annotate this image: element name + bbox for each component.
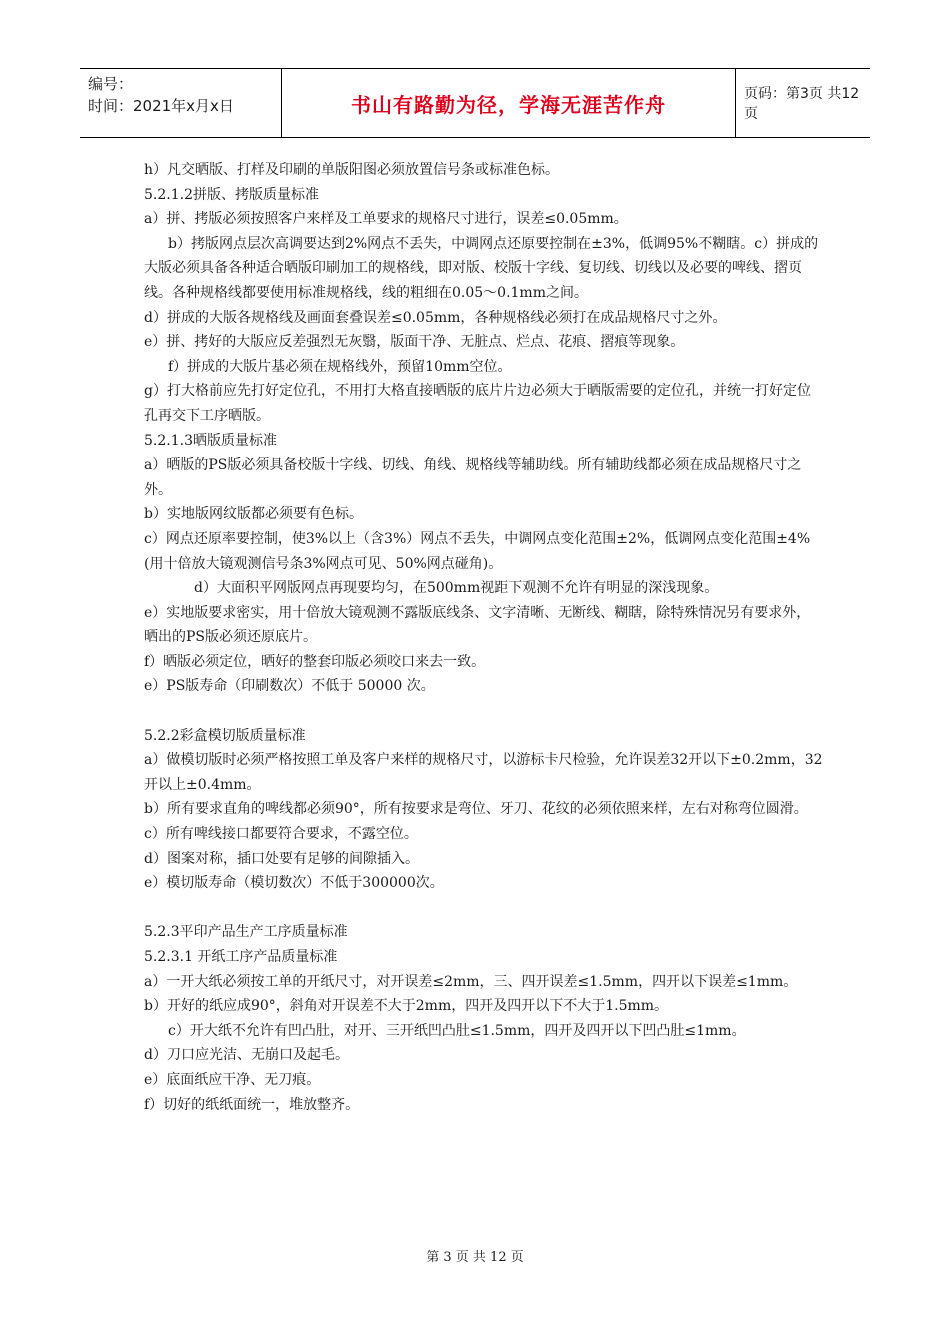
body-paragraph: a）一开大纸必须按工单的开纸尺寸，对开误差≤2mm，三、四开误差≤1.5mm，四开以下误差≤1mm。 xyxy=(144,973,798,990)
header-motto-cell xyxy=(282,69,736,137)
body-paragraph: a）拼、拷版必须按照客户来样及工单要求的规格尺寸进行，误差≤0.05mm。 xyxy=(144,211,628,228)
number-label: 编号： xyxy=(88,75,134,93)
body-paragraph: b）实地版网纹版都必须要有色标。 xyxy=(144,506,363,523)
document-header xyxy=(80,68,870,138)
body-paragraph: e）模切版寿命（模切数次）不低于300000次。 xyxy=(144,875,444,892)
body-paragraph: d）拼成的大版各规格线及画面套叠误差≤0.05mm，各种规格线必须打在成品规格尺寸之外。 xyxy=(144,309,727,326)
body-paragraph: a）晒版的PS版必须具备校版十字线、切线、角线、规格线等辅助线。所有辅助线都必须在成品规格尺寸之外。 xyxy=(144,457,802,498)
body-paragraph: h）凡交晒版、打样及印刷的单版阳图必须放置信号条或标准色标。 xyxy=(144,162,560,178)
header-page-cell xyxy=(736,69,870,137)
blank-line xyxy=(144,896,824,921)
page-label: 页码：第3页 共12页 xyxy=(744,86,860,122)
document-body xyxy=(144,158,824,1117)
body-paragraph: c）网点还原率要控制，使3%以上（含3%）网点不丢失，中调网点变化范围±2%，低调网点变化范围±4%(用十倍放大镜观测信号条3%网点可见、50%网点碰角)。 xyxy=(144,530,811,572)
body-paragraph: b）拷版网点层次高调要达到2%网点不丢失，中调网点还原要控制在±3%，低调95%不糊瞎。c）拼成的大版必须具备各种适合晒版印刷加工的规格线，即对版、校版十字线、复切线、切线以及必要的啤线、摺页线。各种规格线都要使用标准规格线，线的粗细在0.05～0.1mm之间。 xyxy=(144,235,819,301)
body-paragraph: f）晒版必须定位，晒好的整套印版必须咬口来去一致。 xyxy=(144,653,486,670)
body-paragraph: a）做模切版时必须严格按照工单及客户来样的规格尺寸，以游标卡尺检验，允许误差32开以下±0.2mm，32开以上±0.4mm。 xyxy=(144,752,823,793)
body-paragraph: e）PS版寿命（印刷数次）不低于 50000 次。 xyxy=(144,678,435,695)
body-paragraph: f）切好的纸纸面统一，堆放整齐。 xyxy=(144,1096,360,1113)
date-label: 时间：2021年x月x日 xyxy=(88,97,234,115)
page-footer: 第 3 页 共 12 页 xyxy=(426,1250,524,1265)
body-paragraph: 5.2.3.1 开纸工序产品质量标准 xyxy=(144,949,338,965)
body-paragraph: 5.2.1.2拼版、拷版质量标准 xyxy=(144,186,319,203)
body-paragraph: e）底面纸应干净、无刀痕。 xyxy=(144,1071,321,1088)
body-paragraph: 5.2.1.3晒版质量标准 xyxy=(144,432,277,449)
body-paragraph: e）拼、拷好的大版应反差强烈无灰翳，版面干净、无脏点、烂点、花痕、摺痕等现象。 xyxy=(144,334,685,351)
body-paragraph: g）打大格前应先打好定位孔，不用打大格直接晒版的底片片边必须大于晒版需要的定位孔，并统一打好定位孔再交下工序晒版。 xyxy=(144,383,811,424)
body-paragraph: b）所有要求直角的啤线都必须90°，所有按要求是弯位、牙刀、花纹的必须依照来样，左右对称弯位圆滑。 xyxy=(144,801,808,818)
body-paragraph: 5.2.2彩盒模切版质量标准 xyxy=(144,727,306,744)
body-paragraph: d）大面积平网版网点再现要均匀，在500mm视距下观测不允许有明显的深浅现象。 xyxy=(194,580,719,597)
body-paragraph: e）实地版要求密实，用十倍放大镜观测不露版底线条、文字清晰、无断线、糊瞎，除特殊情况另有要求外，晒出的PS版必须还原底片。 xyxy=(144,604,811,646)
body-paragraph: 5.2.3平印产品生产工序质量标准 xyxy=(144,924,348,941)
blank-line xyxy=(144,699,824,724)
body-paragraph: d）图案对称，插口处要有足够的间隙插入。 xyxy=(144,850,419,867)
body-paragraph: d）刀口应光洁、无崩口及起毛。 xyxy=(144,1047,349,1064)
body-paragraph: c）所有啤线接口都要符合要求，不露空位。 xyxy=(144,826,418,843)
header-meta-cell xyxy=(80,69,282,137)
body-paragraph: c）开大纸不允许有凹凸肚，对开、三开纸凹凸肚≤1.5mm，四开及四开以下凹凸肚≤1mm。 xyxy=(168,1022,746,1039)
body-paragraph: b）开好的纸应成90°，斜角对开误差不大于2mm，四开及四开以下不大于1.5mm。 xyxy=(144,998,669,1015)
body-paragraph: f）拼成的大版片基必须在规格线外，预留10mm空位。 xyxy=(168,358,512,375)
motto-text: 书山有路勤为径，学海无涯苦作舟 xyxy=(351,92,666,117)
